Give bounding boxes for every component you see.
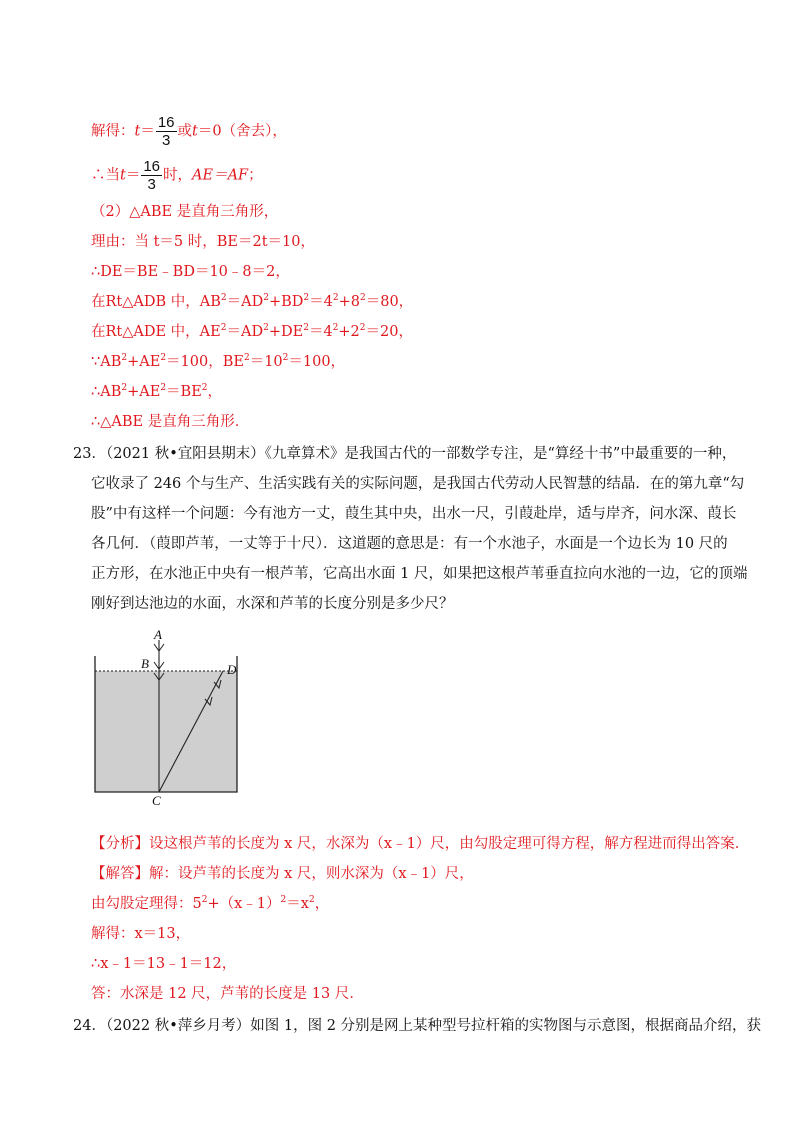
solution-sum-check: $\because AB^2+AE^2=100$，$BE^2=10^2=100$， (91, 353, 346, 370)
question-23-line-2: 它收录了 246 个与生产、生活实践有关的实际问题，是我国古代劳动人民智慧的结晶．在的第九章“勾 (91, 476, 745, 492)
fraction-16-3: $\frac{16}{3}$ (157, 114, 175, 149)
therefore-line: ∴x﹣1＝13﹣1＝12， (91, 956, 237, 972)
question-23-line-5: 正方形，在水池正中央有一根芦苇，它高出水面 1 尺，如果把这根芦苇垂直拉向水池的一边，它的顶端 (91, 566, 748, 582)
fraction-16-3-second: $\frac{16}{3}$ (143, 158, 161, 193)
solution-part2-claim: （2）△ABE 是直角三角形， (91, 204, 279, 220)
solution-conclusion: ∴△ABE 是直角三角形． (91, 414, 250, 430)
solution-line-ae-af: ∴当t＝ $\frac{16}{3}$ 时，AE＝AF； (91, 158, 263, 193)
analysis-line: 【分析】设这根芦苇的长度为 x 尺，水深为（x﹣1）尺，由勾股定理可得方程，解方程进而得出答案． (91, 836, 750, 852)
question-23-line-3: 股”中有这样一个问题：今有池方一丈，葭生其中央，出水一尺，引葭赴岸，适与岸齐，问水深、葭长 (91, 506, 737, 522)
label-c: C (152, 793, 161, 808)
question-23-line-1: 23．（2021 秋•宜阳县期末）《九章算术》是我国古代的一部数学专注，是“算经十书”中最重要的一种， (73, 446, 737, 462)
label-d: D (227, 662, 237, 677)
pythagorean-equation: 由勾股定理得：$5^2+(x﹣1)^2=x^2$， (91, 895, 330, 912)
solution-line: 【解答】解：设芦苇的长度为 x 尺，则水深为（x﹣1）尺， (91, 866, 474, 882)
solution-equality: $\therefore AB^2+AE^2=BE^2$， (91, 383, 223, 400)
label-a: A (154, 628, 162, 642)
solution-reason: 理由：当 t＝5 时，BE＝2t＝10， (91, 234, 316, 250)
question-24-line-1: 24．（2022 秋•萍乡月考）如图 1，图 2 分别是网上某种型号拉杆箱的实物图与示意图，根据商品介绍，获 (73, 1018, 762, 1034)
solve-line: 解得：x＝13， (91, 926, 191, 942)
water-area (95, 671, 237, 792)
answer-line: 答：水深是 12 尺，芦苇的长度是 13 尺． (91, 986, 364, 1002)
solution-de: ∴DE＝BE﹣BD＝10﹣8＝2， (91, 264, 290, 280)
solution-line-t-value: 解得：t＝ $\frac{16}{3}$ 或t＝0（舍去）， (91, 114, 287, 149)
pond-reed-figure (85, 628, 255, 810)
solution-ae-squared: 在Rt△ADE 中，$AE^2=AD^2+DE^2=4^2+2^2=20$， (91, 323, 413, 340)
question-23-line-6: 刚好到达池边的水面，水深和芦苇的长度分别是多少尺？ (91, 596, 454, 612)
question-23-line-4: 各几何．（葭即芦苇，一丈等于十尺）．这道题的意思是：有一个水池子，水面是一个边长为 10 尺的 (91, 536, 728, 552)
solution-ab-squared: 在Rt△ADB 中，$AB^2=AD^2+BD^2=4^2+8^2=80$， (91, 293, 414, 310)
label-b: B (141, 656, 149, 671)
